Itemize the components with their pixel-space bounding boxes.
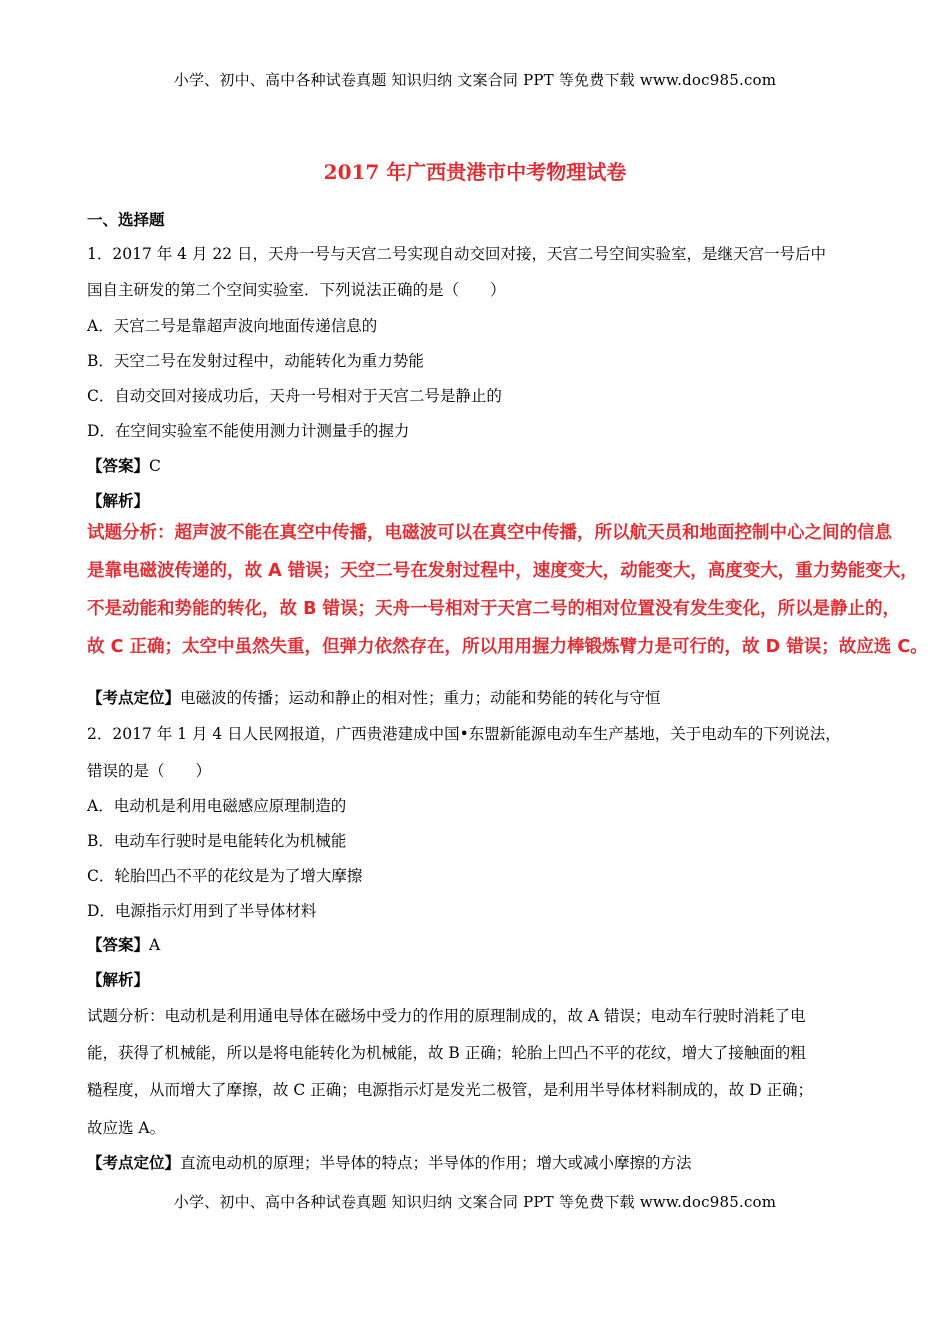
q1-stem-line-2: 国自主研发的第二个空间实验室．下列说法正确的是（ ） [87, 281, 506, 299]
q2-stem-line-2: 错误的是（ ） [87, 762, 212, 780]
q1-analysis [87, 514, 928, 666]
q1-analysis-line: 是靠电磁波传递的，故 A 错误；天空二号在发射过程中，速度变大，动能变大，高度变大，重力势能变大， [87, 561, 918, 581]
q1-kaodian-label: 【考点定位】 [87, 688, 181, 707]
q2-analysis-label: 【解析】 [87, 970, 150, 989]
q2-answer [87, 935, 160, 955]
q2-answer-value: A [149, 936, 161, 954]
q2-option-c: C．轮胎凹凸不平的花纹是为了增大摩擦 [87, 867, 363, 885]
q2-answer-label: 【答案】 [87, 935, 150, 954]
q1-option-c: C．自动交回对接成功后，天舟一号相对于天宫二号是静止的 [87, 387, 502, 405]
q2-option-b: B．电动车行驶时是电能转化为机械能 [87, 832, 347, 850]
q1-answer [87, 456, 161, 476]
q1-answer-label: 【答案】 [87, 456, 150, 475]
q1-analysis-label: 【解析】 [87, 491, 150, 510]
section-heading: 一、选择题 [87, 210, 165, 229]
q2-option-d: D．电源指示灯用到了半导体材料 [87, 902, 317, 920]
footer-banner: 小学、初中、高中各种试卷真题 知识归纳 文案合同 PPT 等免费下载 www.doc985.com [173, 1193, 777, 1211]
q2-kaodian [87, 1153, 692, 1173]
q2-option-a: A．电动机是利用电磁感应原理制造的 [87, 797, 347, 815]
q2-kaodian-label: 【考点定位】 [87, 1153, 181, 1172]
q1-option-a: A．天宫二号是靠超声波向地面传递信息的 [87, 317, 378, 335]
q1-analysis-line: 故 C 正确；太空中虽然失重，但弹力依然存在，所以用用握力棒锻炼臂力是可行的，故 D 错误；故应选 C。 [87, 637, 928, 657]
header-banner: 小学、初中、高中各种试卷真题 知识归纳 文案合同 PPT 等免费下载 www.doc985.com [173, 71, 777, 89]
q2-stem-line-1: 2．2017 年 1 月 4 日人民网报道，广西贵港建成中国•东盟新能源电动车生产基地，关于电动车的下列说法， [87, 725, 841, 743]
q2-analysis-line: 故应选 A。 [87, 1119, 166, 1137]
q2-analysis-line: 试题分析：电动机是利用通电导体在磁场中受力的作用的原理制成的，故 A 错误；电动车行驶时消耗了电 [87, 1007, 806, 1025]
q1-kaodian-text: 电磁波的传播；运动和静止的相对性；重力；动能和势能的转化与守恒 [180, 689, 661, 707]
q1-answer-value: C [149, 457, 161, 475]
q1-kaodian [87, 688, 661, 708]
q1-option-b: B．天空二号在发射过程中，动能转化为重力势能 [87, 352, 424, 370]
q2-analysis-line: 糙程度，从而增大了摩擦，故 C 正确；电源指示灯是发光二极管，是利用半导体材料制成的，故 D 正确； [87, 1081, 813, 1099]
q1-analysis-line: 不是动能和势能的转化，故 B 错误；天舟一号相对于天宫二号的相对位置没有发生变化，所以是静止的， [87, 599, 901, 619]
q1-option-d: D．在空间实验室不能使用测力计测量手的握力 [87, 422, 410, 440]
q2-analysis-line: 能，获得了机械能，所以是将电能转化为机械能，故 B 正确；轮胎上凹凸不平的花纹，增大了接触面的粗 [87, 1044, 806, 1062]
q2-kaodian-text: 直流电动机的原理；半导体的特点；半导体的作用；增大或减小摩擦的方法 [180, 1154, 692, 1172]
q1-analysis-line: 试题分析：超声波不能在真空中传播，电磁波可以在真空中传播，所以航天员和地面控制中心之间的信息 [87, 523, 892, 543]
q1-stem-line-1: 1．2017 年 4 月 22 日，天舟一号与天宫二号实现自动交回对接，天宫二号空间实验室，是继天宫一号后中 [87, 245, 827, 263]
document-title: 2017 年广西贵港市中考物理试卷 [323, 160, 627, 184]
